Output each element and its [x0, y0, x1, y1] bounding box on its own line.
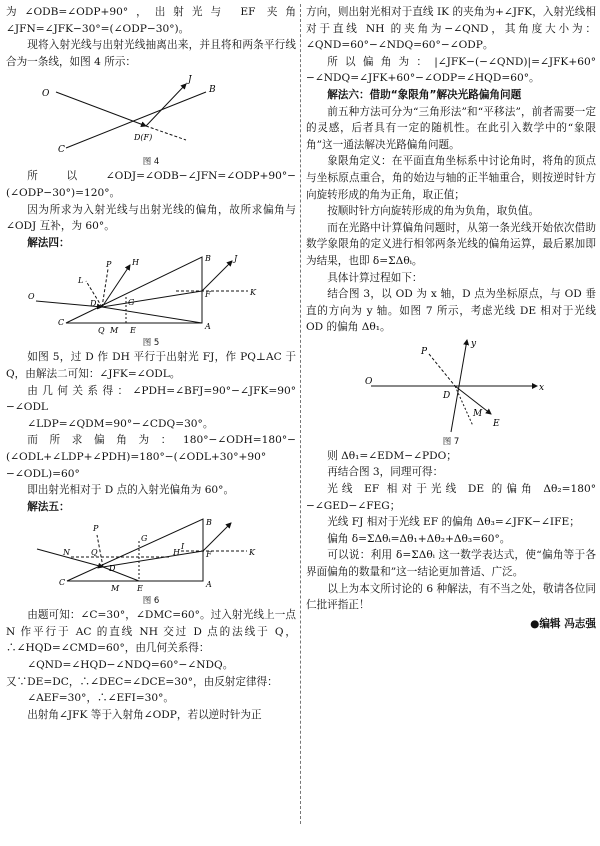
label-b: B [206, 518, 212, 528]
label-c: C [58, 318, 65, 328]
paragraph: ∠LDP=∠QDM=90°−∠CDQ=30°。 [27, 417, 214, 430]
figure-caption: 图 4 [142, 157, 160, 168]
paragraph: 而在光路中计算偏角问题时，从第一条光线开始依次借助数学象限角的定义进行相邻两条光线的偏角运算，最后累加即为结果，也即 δ=ΣΔθᵢ。 [306, 221, 596, 267]
exit-ray [202, 261, 232, 291]
label-f: F [206, 550, 212, 560]
label-f: F [205, 290, 211, 300]
paragraph: 可以说：利用 δ=ΣΔθᵢ 这一数学表达式，使“偏角等于各界面偏角的数量和”这一结论更加普适、广泛。 [306, 549, 596, 579]
label-l: L [78, 276, 84, 286]
paragraph: 为∠ODB=∠ODP+90°，出射光与 EF 夹角∠JFN=∠JFK−30°=(∠ODP−30°)。 [6, 6, 296, 35]
label-e: E [493, 418, 500, 429]
label-q: Q [98, 326, 105, 336]
label-m: M [473, 408, 483, 419]
refracted-ray [103, 551, 203, 567]
label-d: D [109, 564, 116, 574]
paragraph: 象限角定义：在平面直角坐标系中讨论角时，将角的顶点与坐标原点重合，角的始边与轴的正半轴重合，则按逆时针方向旋转形成的角为正角，取正值； [306, 155, 596, 201]
label-d: D [443, 390, 451, 401]
paragraph: 所以偏角为：|∠JFK−(−∠QND)|=∠JFK+60°−∠NDQ=∠JFK+60°−∠ODP=∠HQD=60°。 [306, 55, 596, 85]
paragraph: 由题可知：∠C=30°，∠DMC=60°。过入射光线上一点 N 作平行于 AC 的直线 NH 交过 D 点的法线于 Q，∴∠HQD=∠CMD=60°，由几何关系得： [6, 609, 296, 655]
column-divider [300, 4, 301, 824]
normal-line [97, 535, 103, 567]
paragraph: 结合图 3，以 OD 为 x 轴，D 点为坐标原点，与 OD 垂直的方向为 y 轴。如图 7 所示，考虑光线 DE 相对于光线 OD 的偏角 Δθ₁。 [306, 288, 596, 334]
label-c: C [58, 145, 65, 156]
label-a: A [206, 580, 212, 590]
paragraph: 出射角∠JFK 等于入射角∠ODP，若以逆时针为正 [27, 708, 262, 721]
paragraph: 则 Δθ₁=∠EDM−∠PDO； [327, 449, 457, 462]
section-heading: 解法六：借助“象限角”解决光路偏角问题 [327, 88, 522, 101]
label-i: I [181, 542, 185, 552]
paragraph: 所以∠ODJ=∠ODB−∠JFN=∠ODP+90°−(∠ODP−30°)=120°。 [6, 170, 296, 199]
figure-caption: 图 6 [142, 596, 160, 607]
label-e: E [130, 326, 136, 336]
section-heading: 解法五： [27, 500, 70, 513]
label-o: O [42, 89, 50, 100]
paragraph: 方向，则出射光相对于直线 IK 的夹角为+∠JFK，入射光线相对于直线 NH 的夹角为−∠QND，其角度大小为：∠QND=60°−∠NDQ=60°−∠ODP。 [306, 6, 596, 52]
label-n: N [63, 548, 70, 558]
label-g: G [128, 298, 135, 308]
line-de [102, 307, 202, 323]
line-pd [429, 354, 455, 386]
label-q: Q [91, 548, 98, 558]
label-h: H [173, 548, 180, 558]
label-j: J [234, 254, 238, 264]
paragraph: 以上为本文所讨论的 6 种解法，有不当之处，敬请各位同仁批评指正！ [306, 582, 596, 612]
paragraph: 如图 5，过 D 作 DH 平行于出射光 FJ，作 PQ⊥AC 于 Q，由解法二可知：∠JFK=∠ODL。 [6, 351, 296, 380]
paragraph: 前五种方法可分为“三角形法”和“平移法”，前者需要一定的灵感，后者具有一定的随机性。在此引入数学中的“象限角”这一通法解决光路偏角问题。 [306, 105, 596, 151]
label-e: E [137, 584, 143, 594]
paragraph: 而所求偏角为：180°−∠ODH=180°−(∠ODL+∠LDP+∠PDH)=180°−(∠ODL+30°+90°−∠ODL)=60° [6, 434, 296, 480]
label-k: K [249, 548, 255, 558]
editor-signature: ●编辑 冯志强 [530, 617, 596, 630]
label-b: B [205, 254, 211, 264]
exit-ray [146, 84, 186, 126]
figure-4 [36, 70, 266, 156]
label-k: K [250, 288, 256, 298]
label-y: y [471, 338, 477, 349]
paragraph: ∠QND=∠HQD−∠NDQ=60°−∠NDQ。 [27, 659, 234, 672]
paragraph: 具体计算过程如下： [327, 271, 423, 284]
exit-ray [203, 523, 231, 551]
figure-caption: 图 7 [442, 436, 460, 447]
figure-5 [26, 251, 276, 337]
label-o: O [28, 292, 35, 302]
refracted-ray [102, 291, 202, 307]
label-h: H [132, 258, 139, 268]
paragraph: 光线 EF 相对于光线 DE 的偏角 Δθ₂=180°−∠GED−∠FEG； [306, 483, 596, 512]
label-j: J [188, 75, 192, 86]
paragraph: 因为所求为入射光线与出射光线的偏角，故所求偏角与∠ODJ 互补，为 60°。 [6, 203, 296, 233]
label-o: O [365, 376, 373, 387]
label-p: P [106, 260, 112, 270]
paragraph: 按顺时针方向旋转形成的角为负角，取负值。 [327, 205, 540, 218]
figure-7 [351, 336, 551, 436]
paragraph: 再结合图 3，同理可得： [327, 466, 444, 479]
paragraph: 偏角 δ=ΣΔθᵢ=Δθ₁+Δθ₂+Δθ₃=60°。 [327, 532, 511, 545]
paragraph: 又∵DE=DC，∴∠DEC=∠DCE=30°，由反射定律得： [6, 675, 278, 688]
label-p: P [421, 346, 428, 357]
paragraph: 现将入射光线与出射光线抽离出来，并且将和两条平行线合为一条线，如图 4 所示： [6, 39, 296, 68]
label-c: C [59, 578, 66, 588]
figure-6 [31, 515, 271, 595]
section-heading: 解法四： [27, 236, 70, 249]
right-column [306, 4, 596, 632]
parallel-line-dh [102, 265, 130, 307]
figure-caption: 图 5 [142, 338, 160, 349]
left-column [6, 4, 296, 723]
paragraph: 由几何关系得：∠PDH=∠BFJ=90°−∠JFK=90°−∠ODL [6, 384, 296, 414]
label-b: B [209, 85, 216, 96]
label-p: P [93, 524, 99, 534]
label-df: D(F) [134, 133, 153, 143]
label-x: x [539, 382, 545, 393]
paragraph: 光线 FJ 相对于光线 EF 的偏角 Δθ₃=∠JFK−∠IFE； [327, 516, 580, 529]
label-m: M [111, 584, 120, 594]
label-m: M [110, 326, 119, 336]
label-d: D [90, 299, 97, 309]
label-a: A [205, 322, 211, 332]
label-g: G [141, 534, 148, 544]
normal-line-pq [102, 269, 108, 307]
paragraph: ∠AEF=30°，∴∠EFI=30°。 [27, 692, 175, 705]
paragraph: 即出射光相对于 D 点的入射光偏角为 60°。 [27, 484, 235, 497]
